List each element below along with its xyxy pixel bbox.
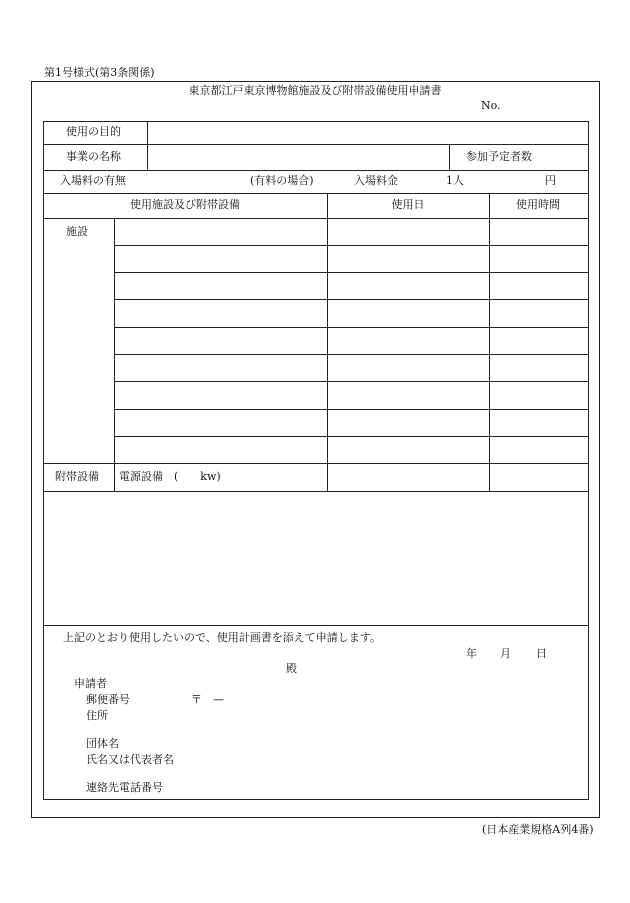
participants-label: 参加予定者数 xyxy=(466,150,532,163)
form-number: 第1号様式(第3条関係) xyxy=(44,66,155,79)
admission-label: 入場料の有無 xyxy=(60,174,126,187)
form-title: 東京都江戸東京博物館施設及び附帯設備使用申請書 xyxy=(188,84,442,97)
power-equipment-label: 電源設備 ( kw) xyxy=(119,470,221,483)
rule xyxy=(114,218,115,491)
rule xyxy=(114,299,589,300)
addressee-suffix: 殿 xyxy=(286,662,297,675)
rule xyxy=(43,193,589,194)
rule xyxy=(489,193,490,491)
rule xyxy=(43,625,589,626)
event-name-label: 事業の名称 xyxy=(66,150,121,163)
rule xyxy=(327,193,328,491)
rule xyxy=(114,409,589,410)
date-day: 日 xyxy=(536,647,547,660)
rule xyxy=(43,463,589,464)
rule xyxy=(114,381,589,382)
purpose-label: 使用の目的 xyxy=(66,125,121,138)
table-top-border xyxy=(43,121,589,122)
rule xyxy=(449,144,450,170)
postal-code-label: 郵便番号 xyxy=(86,693,130,706)
table-left-border xyxy=(43,121,44,799)
rule xyxy=(43,491,589,492)
rule xyxy=(114,354,589,355)
contact-phone-label: 連絡先電話番号 xyxy=(86,781,163,794)
date-month: 月 xyxy=(500,647,511,660)
rule xyxy=(114,245,589,246)
rule xyxy=(114,436,589,437)
organization-label: 団体名 xyxy=(86,737,119,750)
rule xyxy=(147,121,148,170)
yen-label: 円 xyxy=(545,174,556,187)
rule xyxy=(114,272,589,273)
date-year: 年 xyxy=(466,647,477,660)
per-person-label: 1人 xyxy=(446,174,464,187)
table-bottom-border xyxy=(43,799,589,800)
facility-label: 施設 xyxy=(66,225,88,238)
admission-fee-label: 入場料金 xyxy=(354,174,398,187)
header-use-time: 使用時間 xyxy=(516,198,560,211)
application-statement: 上記のとおり使用したいので、使用計画書を添えて申請します。 xyxy=(63,631,381,644)
rule xyxy=(43,170,589,171)
equipment-label: 附帯設備 xyxy=(55,470,99,483)
number-label: No. xyxy=(481,99,501,112)
paid-case-label: (有料の場合) xyxy=(250,174,314,187)
address-label: 住所 xyxy=(86,709,108,722)
rule xyxy=(114,327,589,328)
postal-mark: 〒 — xyxy=(191,693,224,706)
application-form xyxy=(31,81,600,818)
table-right-border xyxy=(588,121,589,799)
applicant-label: 申請者 xyxy=(74,677,107,690)
header-facilities: 使用施設及び附帯設備 xyxy=(130,198,240,211)
header-use-date: 使用日 xyxy=(391,198,425,211)
rule xyxy=(43,218,589,219)
representative-label: 氏名又は代表者名 xyxy=(86,753,174,766)
rule xyxy=(43,144,589,145)
footer-standard: (日本産業規格A列4番) xyxy=(482,823,594,836)
